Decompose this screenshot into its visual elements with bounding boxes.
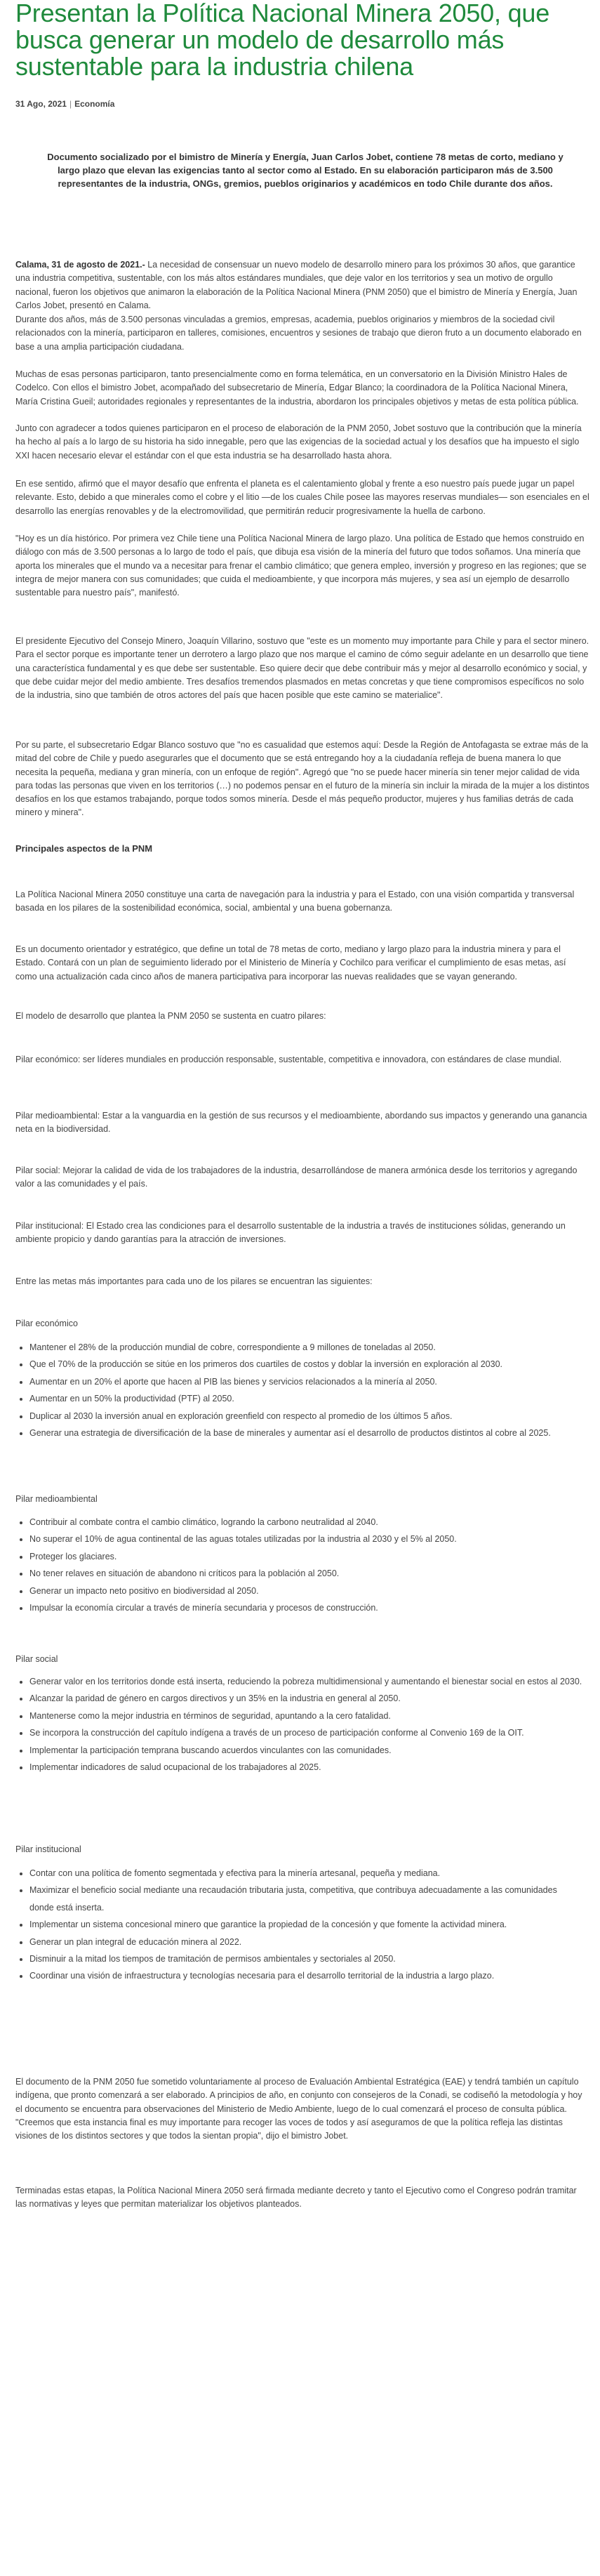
dateline: Calama, 31 de agosto de 2021.-	[15, 260, 145, 270]
list-item: • Maximizar el beneficio social mediante una recaudación tributaria justa, competitiva, que contribuya adecuadamente a las comunidades donde está inserta.	[29, 1882, 584, 1916]
list-item: • Impulsar la economía circular a través de minería secundaria y procesos de construcción.	[29, 1599, 584, 1616]
paragraph-11: El modelo de desarrollo que plantea la PNM 2050 se sustenta en cuatro pilares:	[15, 1011, 326, 1021]
list-item: • Implementar la participación temprana buscando acuerdos vinculantes con las comunidades.	[29, 1742, 584, 1759]
list-item: • No tener relaves en situación de abandono ni críticos para la población al 2050.	[29, 1565, 584, 1582]
list-item: • Mantener el 28% de la producción mundial de cobre, correspondiente a 9 millones de toneladas al 2050.	[29, 1339, 584, 1356]
list-item: • Generar valor en los territorios donde está inserta, reduciendo la pobreza multidimensional y aumentando el bienestar social en estos al 2030.	[29, 1673, 584, 1690]
article-meta	[15, 99, 114, 109]
paragraph-1	[15, 258, 589, 312]
paragraph-8: Por su parte, el subsecretario Edgar Blanco sostuvo que "no es casualidad que estemos aquí: Desde la Región de Antofagasta se extrae más de la mitad del cobre de Chile y puedo asegurarles que el documento que se está entregando hoy a la ciudadanía refleja de buena manera lo que necesita la pequeña, mediana y gran minería, con un enfoque de región". Agregó que "no se puede hacer minería sin tener mejor calidad de vida para todas las personas que viven en los territorios (…) no podemos pensar en el futuro de la minería sin incluir la mirada de la mujer a los distintos desafíos en los que estamos trabajando, porque todos somos minería. Desde el más pequeño productor, mujeres y hus familias detrás de cada minero y minera".	[15, 740, 589, 818]
paragraph-9: La Política Nacional Minera 2050 constituye una carta de navegación para la industria y para el Estado, con una visión compartida y transversal basada en los pilares de la sostenibilidad económica, social, ambiental y una buena gobernanza.	[15, 890, 575, 913]
pillar-economic-desc: Pilar económico: ser líderes mundiales en producción responsable, sustentable, competitiva e innovadora, con estándares de clase mundial.	[15, 1055, 562, 1064]
section-title: Principales aspectos de la PNM	[15, 843, 153, 854]
social-pillar-title: Pilar social	[15, 1654, 58, 1664]
environmental-pillar-title: Pilar medioambiental	[15, 1494, 98, 1504]
list-item: • Implementar indicadores de salud ocupacional de los trabajadores al 2025.	[29, 1759, 584, 1776]
list-item: • Se incorpora la construcción del capítulo indígena a través de un proceso de participación conforme al Convenio 169 de la OIT.	[29, 1724, 584, 1741]
pillar-institutional-desc: Pilar institucional: El Estado crea las condiciones para el desarrollo sustentable de la industria a través de instituciones sólidas, generando un ambiente propicio y dando garantías para la atracción de inversiones.	[15, 1221, 566, 1245]
paragraph-2: Durante dos años, más de 3.500 personas vinculadas a gremios, empresas, academia, pueblos originarios y miembros de la sociedad civil relacionados con la minería, participaron en talleres, comisiones, encuentros y sesiones de trabajo que dieron fruto a un documento elaborado en base a una amplia participación ciudadana.	[15, 315, 582, 352]
article-title: Presentan la Política Nacional Minera 2050, que busca generar un modelo de desarrollo más sustentable para la industria chilena	[15, 0, 550, 81]
paragraph-7: El presidente Ejecutivo del Consejo Minero, Joaquín Villarino, sostuvo que "este es un momento muy importante para Chile y para el sector minero. Para el sector porque es importante tener un derrotero a largo plazo que nos marque el camino de cómo seguir adelante en un desarrollo que tiene una característica fundamental y es que debe ser sustentable. Eso quiere decir que debe contribuir más y mejor al desarrollo económico y social, y que debe cuidar mejor del medio ambiente. Tres desafíos tremendos plasmados en metas concretas y que tiene compromisos específicos no solo de la industria, sino que también de otros actores del país que hacen posible que este camino se materialice".	[15, 636, 589, 701]
institutional-pillar-title: Pilar institucional	[15, 1844, 81, 1854]
pillar-social-desc: Pilar social: Mejorar la calidad de vida de los trabajadores de la industria, desarrollándose de manera armónica desde los territorios y agregando valor a las comunidades y el país.	[15, 1165, 578, 1189]
article-category[interactable]: Economía	[74, 99, 115, 109]
article-lead: Documento socializado por el bimistro de Minería y Energía, Juan Carlos Jobet, contiene 78 metas de corto, mediano y largo plazo que elevan las exigencias tanto al sector como al Estado. En su elaboración participaron más de 3.500 representantes de la industria, ONGs, gremios, pueblos originarios y académicos en todo Chile durante dos años.	[47, 152, 564, 189]
list-item: • Generar una estrategia de diversificación de la base de minerales y aumentar así el desarrollo de productos distintos al cobre al 2025.	[29, 1425, 584, 1441]
list-item: • Implementar un sistema concesional minero que garantice la propiedad de la concesión y que fomente la actividad minera.	[29, 1916, 584, 1933]
institutional-goals-list	[15, 1865, 584, 1985]
social-goals-list	[15, 1673, 584, 1776]
paragraph-4: Junto con agradecer a todos quienes participaron en el proceso de elaboración de la PNM 2050, Jobet sostuvo que la contribución que la minería ha hecho al país a lo largo de su historia ha sido innegable, pero que las exigencias de la sociedad actual y los desafíos que ha impuesto el siglo XXI hacen necesario elevar el estándar con el que esta industria se ha desarrollado hasta ahora.	[15, 423, 582, 461]
paragraph-1-text: La necesidad de consensuar un nuevo modelo de desarrollo minero para los próximos 30 años, que garantice una industria competitiva, sustentable, con los más altos estándares mundiales, que deje valor en los territorios y sea un motivo de orgullo nacional, fueron los objetivos que animaron la elaboración de la Política Nacional Minera (PNM 2050) que el bimistro de Minería y Energía, Juan Carlos Jobet, presentó en Calama.	[15, 260, 578, 310]
list-item: • Coordinar una visión de infraestructura y tecnologías necesaria para el desarrollo territorial de la industria a largo plazo.	[29, 1967, 584, 1984]
paragraph-17: El documento de la PNM 2050 fue sometido voluntariamente al proceso de Evaluación Ambiental Estratégica (EAE) y tendrá también un capítulo indígena, que pronto comenzará a ser elaborado. A principios de año, en conjunto con consejeros de la Conadi, se codiseñó la metodología y hoy el documento se encuentra para observaciones del Ministerio de Medio Ambiente, luego de lo cual comenzará el proceso de consulta pública. "Creemos que esta instancia final es muy importante para recoger las voces de todos y así aseguramos de que la política refleja las distintas visiones de los distintos sectores y que todos la sientan propia", dijo el bimistro Jobet.	[15, 2077, 582, 2141]
list-item: • Disminuir a la mitad los tiempos de tramitación de permisos ambientales y sectoriales al 2050.	[29, 1950, 584, 1967]
economic-pillar-title: Pilar económico	[15, 1319, 78, 1328]
list-item: • Que el 70% de la producción se sitúe en los primeros dos cuartiles de costos y doblar la inversión en exploración al 2030.	[29, 1356, 584, 1373]
economic-goals-list	[15, 1339, 584, 1441]
list-item: • Contribuir al combate contra el cambio climático, logrando la carbono neutralidad al 2040.	[29, 1514, 584, 1531]
list-item: • Aumentar en un 20% el aporte que hacen al PIB las bienes y servicios relacionados a la minería al 2050.	[29, 1373, 584, 1390]
list-item: • Proteger los glaciares.	[29, 1548, 584, 1565]
list-item: • Contar con una política de fomento segmentada y efectiva para la minería artesanal, pequeña y mediana.	[29, 1865, 584, 1882]
pillar-environmental-desc: Pilar medioambiental: Estar a la vanguardia en la gestión de sus recursos y el medioambiente, abordando sus impactos y generando una ganancia neta en la biodiversidad.	[15, 1111, 587, 1135]
list-item: • Generar un impacto neto positivo en biodiversidad al 2050.	[29, 1583, 584, 1599]
list-item: • Alcanzar la paridad de género en cargos directivos y un 35% en la industria en general al 2050.	[29, 1690, 584, 1707]
environmental-goals-list	[15, 1514, 584, 1616]
list-item: • Generar un plan integral de educación minera al 2022.	[29, 1934, 584, 1950]
paragraph-5: En ese sentido, afirmó que el mayor desafío que enfrenta el planeta es el calentamiento global y frente a eso nuestro país puede jugar un papel relevante. Esto, debido a que minerales como el cobre y el litio —de los cuales Chile posee las mayores reservas mundiales— son esenciales en el desarrollo las energías renovables y de la electromovilidad, que permitirán reducir progresivamente la huella de carbono.	[15, 479, 589, 516]
meta-separator: |	[69, 99, 72, 109]
list-item: • No superar el 10% de agua continental de las aguas totales utilizadas por la industria al 2030 y el 5% al 2050.	[29, 1531, 584, 1547]
article-date: 31 Ago, 2021	[15, 99, 67, 109]
list-item: • Aumentar en un 50% la productividad (PTF) al 2050.	[29, 1390, 584, 1407]
paragraph-3: Muchas de esas personas participaron, tanto presencialmente como en forma telemática, en un conversatorio en la División Ministro Hales de Codelco. Con ellos el bimistro Jobet, acompañado del subsecretario de Minería, Edgar Blanco; la coordinadora de la Política Nacional Minera, María Cristina Gueil; autoridades regionales y representantes de la industria, abordaron los principales objetivos y metas de esta política pública.	[15, 369, 579, 407]
list-item: • Mantenerse como la mejor industria en términos de seguridad, apuntando a la cero fatalidad.	[29, 1708, 584, 1724]
paragraph-16: Entre las metas más importantes para cada uno de los pilares se encuentran las siguientes:	[15, 1276, 373, 1286]
paragraph-18: Terminadas estas etapas, la Política Nacional Minera 2050 será firmada mediante decreto y tanto el Ejecutivo como el Congreso podrán tramitar las normativas y leyes que permitan materializar los objetivos planteados.	[15, 2186, 577, 2210]
paragraph-10: Es un documento orientador y estratégico, que define un total de 78 metas de corto, mediano y largo plazo para la industria minera y para el Estado. Contará con un plan de seguimiento liderado por el Ministerio de Minería y Cochilco para verificar el cumplimiento de esas metas, así como una actualización cada cinco años de manera participativa para incorporar las nuevas realidades que se vayan generando.	[15, 944, 566, 982]
paragraph-6: "Hoy es un día histórico. Por primera vez Chile tiene una Política Nacional Minera de largo plazo. Una política de Estado que hemos construido en diálogo con más de 3.500 personas a lo largo de todo el país, que dibuja esa visión de la minería del futuro que todos soñamos. Una minería que aporta los minerales que el mundo va a necesitar para frenar el cambio climático; que genera empleo, inversión y progreso en las regiones; que se integra de mejor manera con sus comunidades; que cuida el medioambiente, y que incorpora más mujeres, y sea así un ejemplo de desarrollo sustentable para nuestro país", manifestó.	[15, 534, 587, 598]
list-item: • Duplicar al 2030 la inversión anual en exploración greenfield con respecto al promedio de los últimos 5 años.	[29, 1408, 584, 1425]
